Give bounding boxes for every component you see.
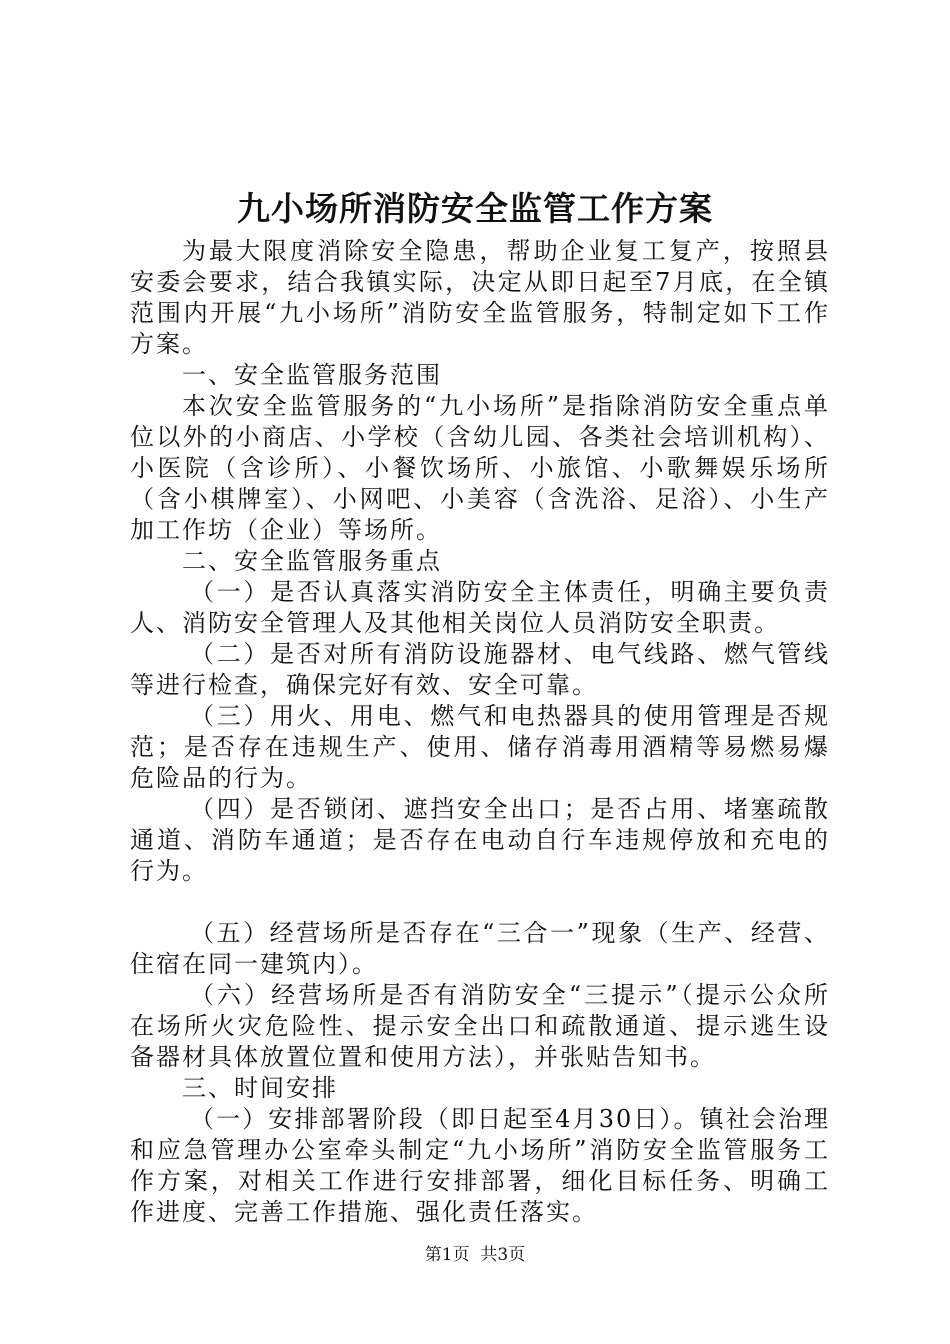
page-footer: 第1页 共3页	[424, 1245, 526, 1265]
document-body	[130, 236, 830, 1228]
blank-line	[130, 887, 830, 918]
paragraph-focus-2: （二）是否对所有消防设施器材、电气线路、燃气管线等进行检查，确保完好有效、安全可靠。	[130, 640, 830, 699]
paragraph-focus-1: （一）是否认真落实消防安全主体责任，明确主要负责人、消防安全管理人及其他相关岗位人员消防安全职责。	[130, 578, 830, 637]
paragraph-focus-6: （六）经营场所是否有消防安全“三提示”（提示公众所在场所火灾危险性、提示安全出口和疏散通道、提示逃生设备器材具体放置位置和使用方法），并张贴告知书。	[130, 981, 830, 1071]
paragraph-intro: 为最大限度消除安全隐患，帮助企业复工复产，按照县安委会要求，结合我镇实际，决定从即日起至7月底，在全镇范围内开展“九小场所”消防安全监管服务，特制定如下工作方案。	[130, 237, 830, 358]
section-heading-schedule: 三、时间安排	[182, 1074, 338, 1102]
paragraph-focus-3: （三）用火、用电、燃气和电热器具的使用管理是否规范；是否存在违规生产、使用、储存消毒用酒精等易燃易爆危险品的行为。	[130, 702, 830, 792]
paragraph-focus-5: （五）经营场所是否存在“三合一”现象（生产、经营、住宿在同一建筑内）。	[130, 919, 830, 978]
section-heading-scope: 一、安全监管服务范围	[182, 361, 442, 389]
document-title: 九小场所消防安全监管工作方案	[237, 189, 713, 228]
paragraph-schedule-1: （一）安排部署阶段（即日起至4月30日）。镇社会治理和应急管理办公室牵头制定“九小场所”消防安全监管服务工作方案，对相关工作进行安排部署，细化目标任务、明确工作进度、完善工作措施、强化责任落实。	[130, 1105, 830, 1226]
paragraph-scope: 本次安全监管服务的“九小场所”是指除消防安全重点单位以外的小商店、小学校（含幼儿园、各类社会培训机构）、小医院（含诊所）、小餐饮场所、小旅馆、小歌舞娱乐场所（含小棋牌室）、小网吧、小美容（含洗浴、足浴）、小生产加工作坊（企业）等场所。	[130, 392, 830, 544]
section-heading-focus: 二、安全监管服务重点	[182, 547, 442, 575]
paragraph-focus-4: （四）是否锁闭、遮挡安全出口；是否占用、堵塞疏散通道、消防车通道；是否存在电动自行车违规停放和充电的行为。	[130, 795, 830, 885]
